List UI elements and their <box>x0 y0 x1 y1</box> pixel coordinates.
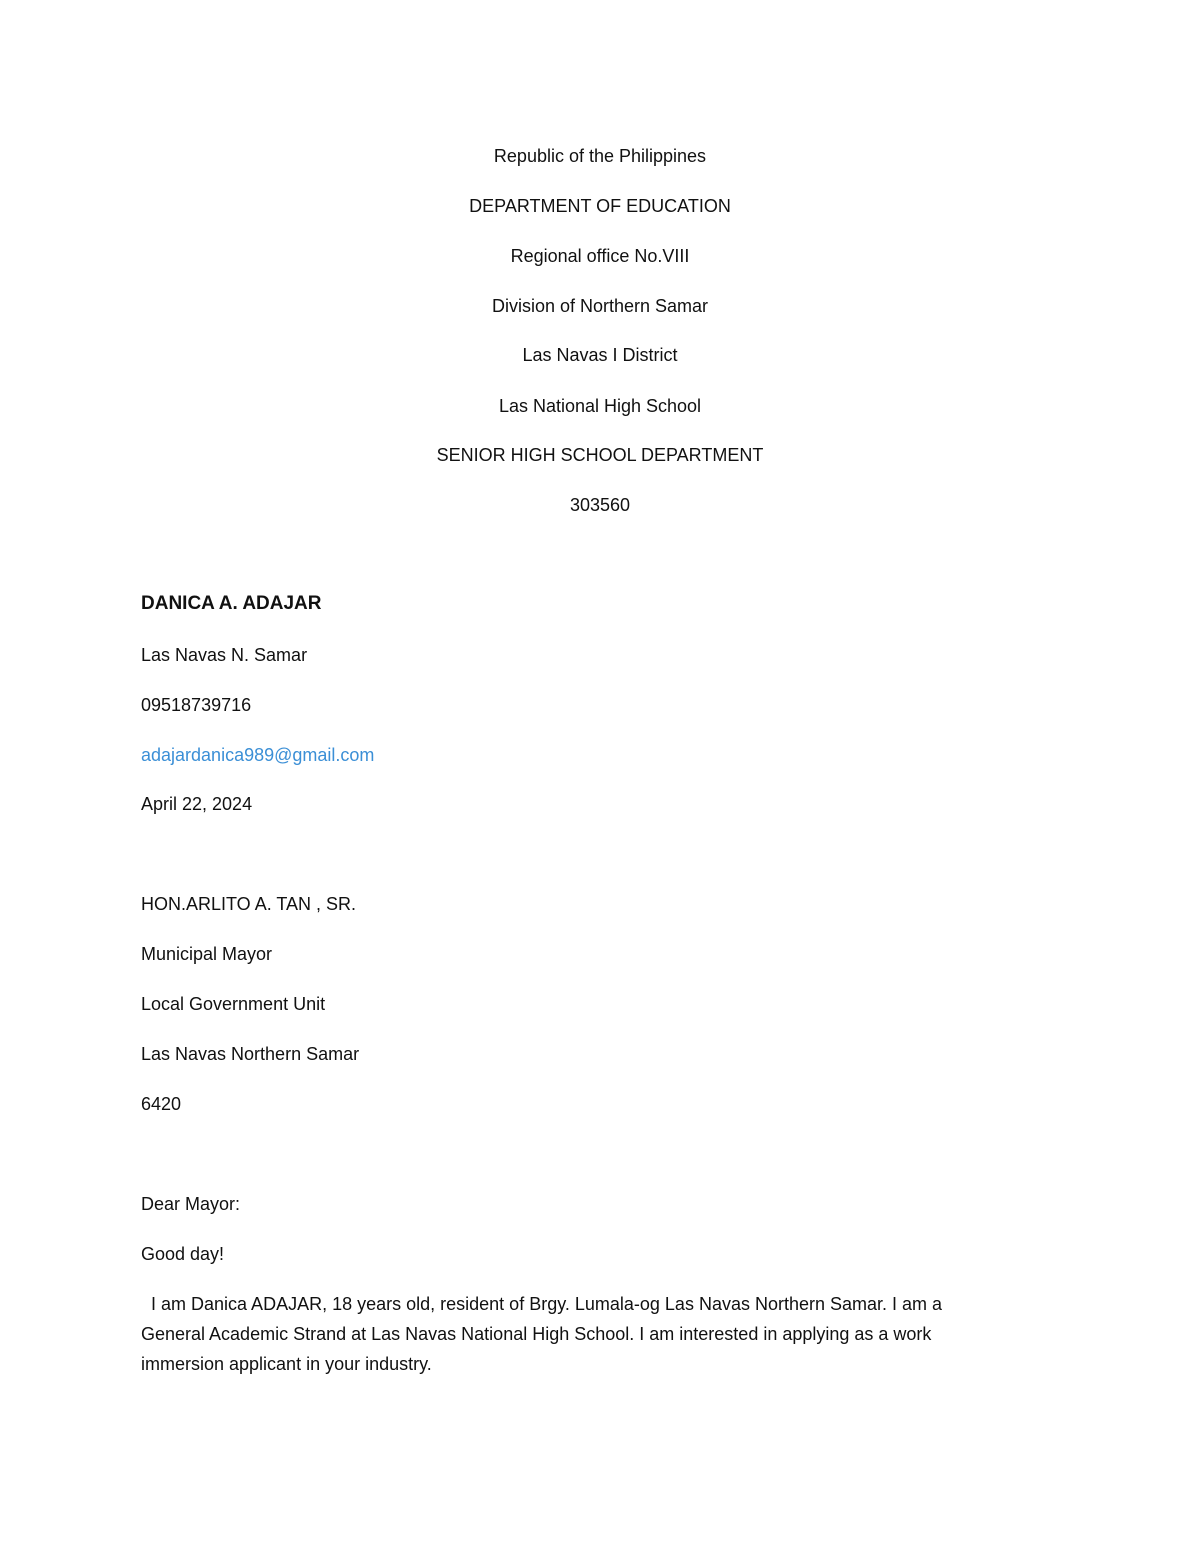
header-division: Division of Northern Samar <box>491 296 709 316</box>
header-school: Las National High School <box>498 396 702 416</box>
recipient-name: HON.ARLITO A. TAN , SR. <box>141 894 357 914</box>
recipient-location: Las Navas Northern Samar <box>141 1044 360 1064</box>
sender-email-link[interactable]: adajardanica989@gmail.com <box>141 745 375 765</box>
recipient-zip: 6420 <box>141 1094 182 1114</box>
greeting: Good day! <box>141 1244 225 1264</box>
header-shs-department: SENIOR HIGH SCHOOL DEPARTMENT <box>436 445 764 465</box>
letter-date: April 22, 2024 <box>141 794 253 814</box>
sender-phone: 09518739716 <box>141 695 252 715</box>
header-republic: Republic of the Philippines <box>493 146 707 166</box>
header-regional-office: Regional office No.VIII <box>510 246 690 266</box>
sender-address: Las Navas N. Samar <box>141 645 308 665</box>
body-paragraph: I am Danica ADAJAR, 18 years old, resident of Brgy. Lumala-og Las Navas Northern Samar. I am a General Academic Strand at Las Navas National High School. I am interested in applying as a work immersion applicant in your industry. <box>141 1294 948 1374</box>
header-department: DEPARTMENT OF EDUCATION <box>469 196 731 216</box>
sender-name: DANICA A. ADAJAR <box>141 593 322 614</box>
header-school-id: 303560 <box>569 495 631 515</box>
sender-email-line <box>141 744 374 766</box>
recipient-title: Municipal Mayor <box>141 944 273 964</box>
salutation: Dear Mayor: <box>141 1194 241 1214</box>
header-district: Las Navas I District <box>522 345 678 365</box>
recipient-office: Local Government Unit <box>141 994 326 1014</box>
